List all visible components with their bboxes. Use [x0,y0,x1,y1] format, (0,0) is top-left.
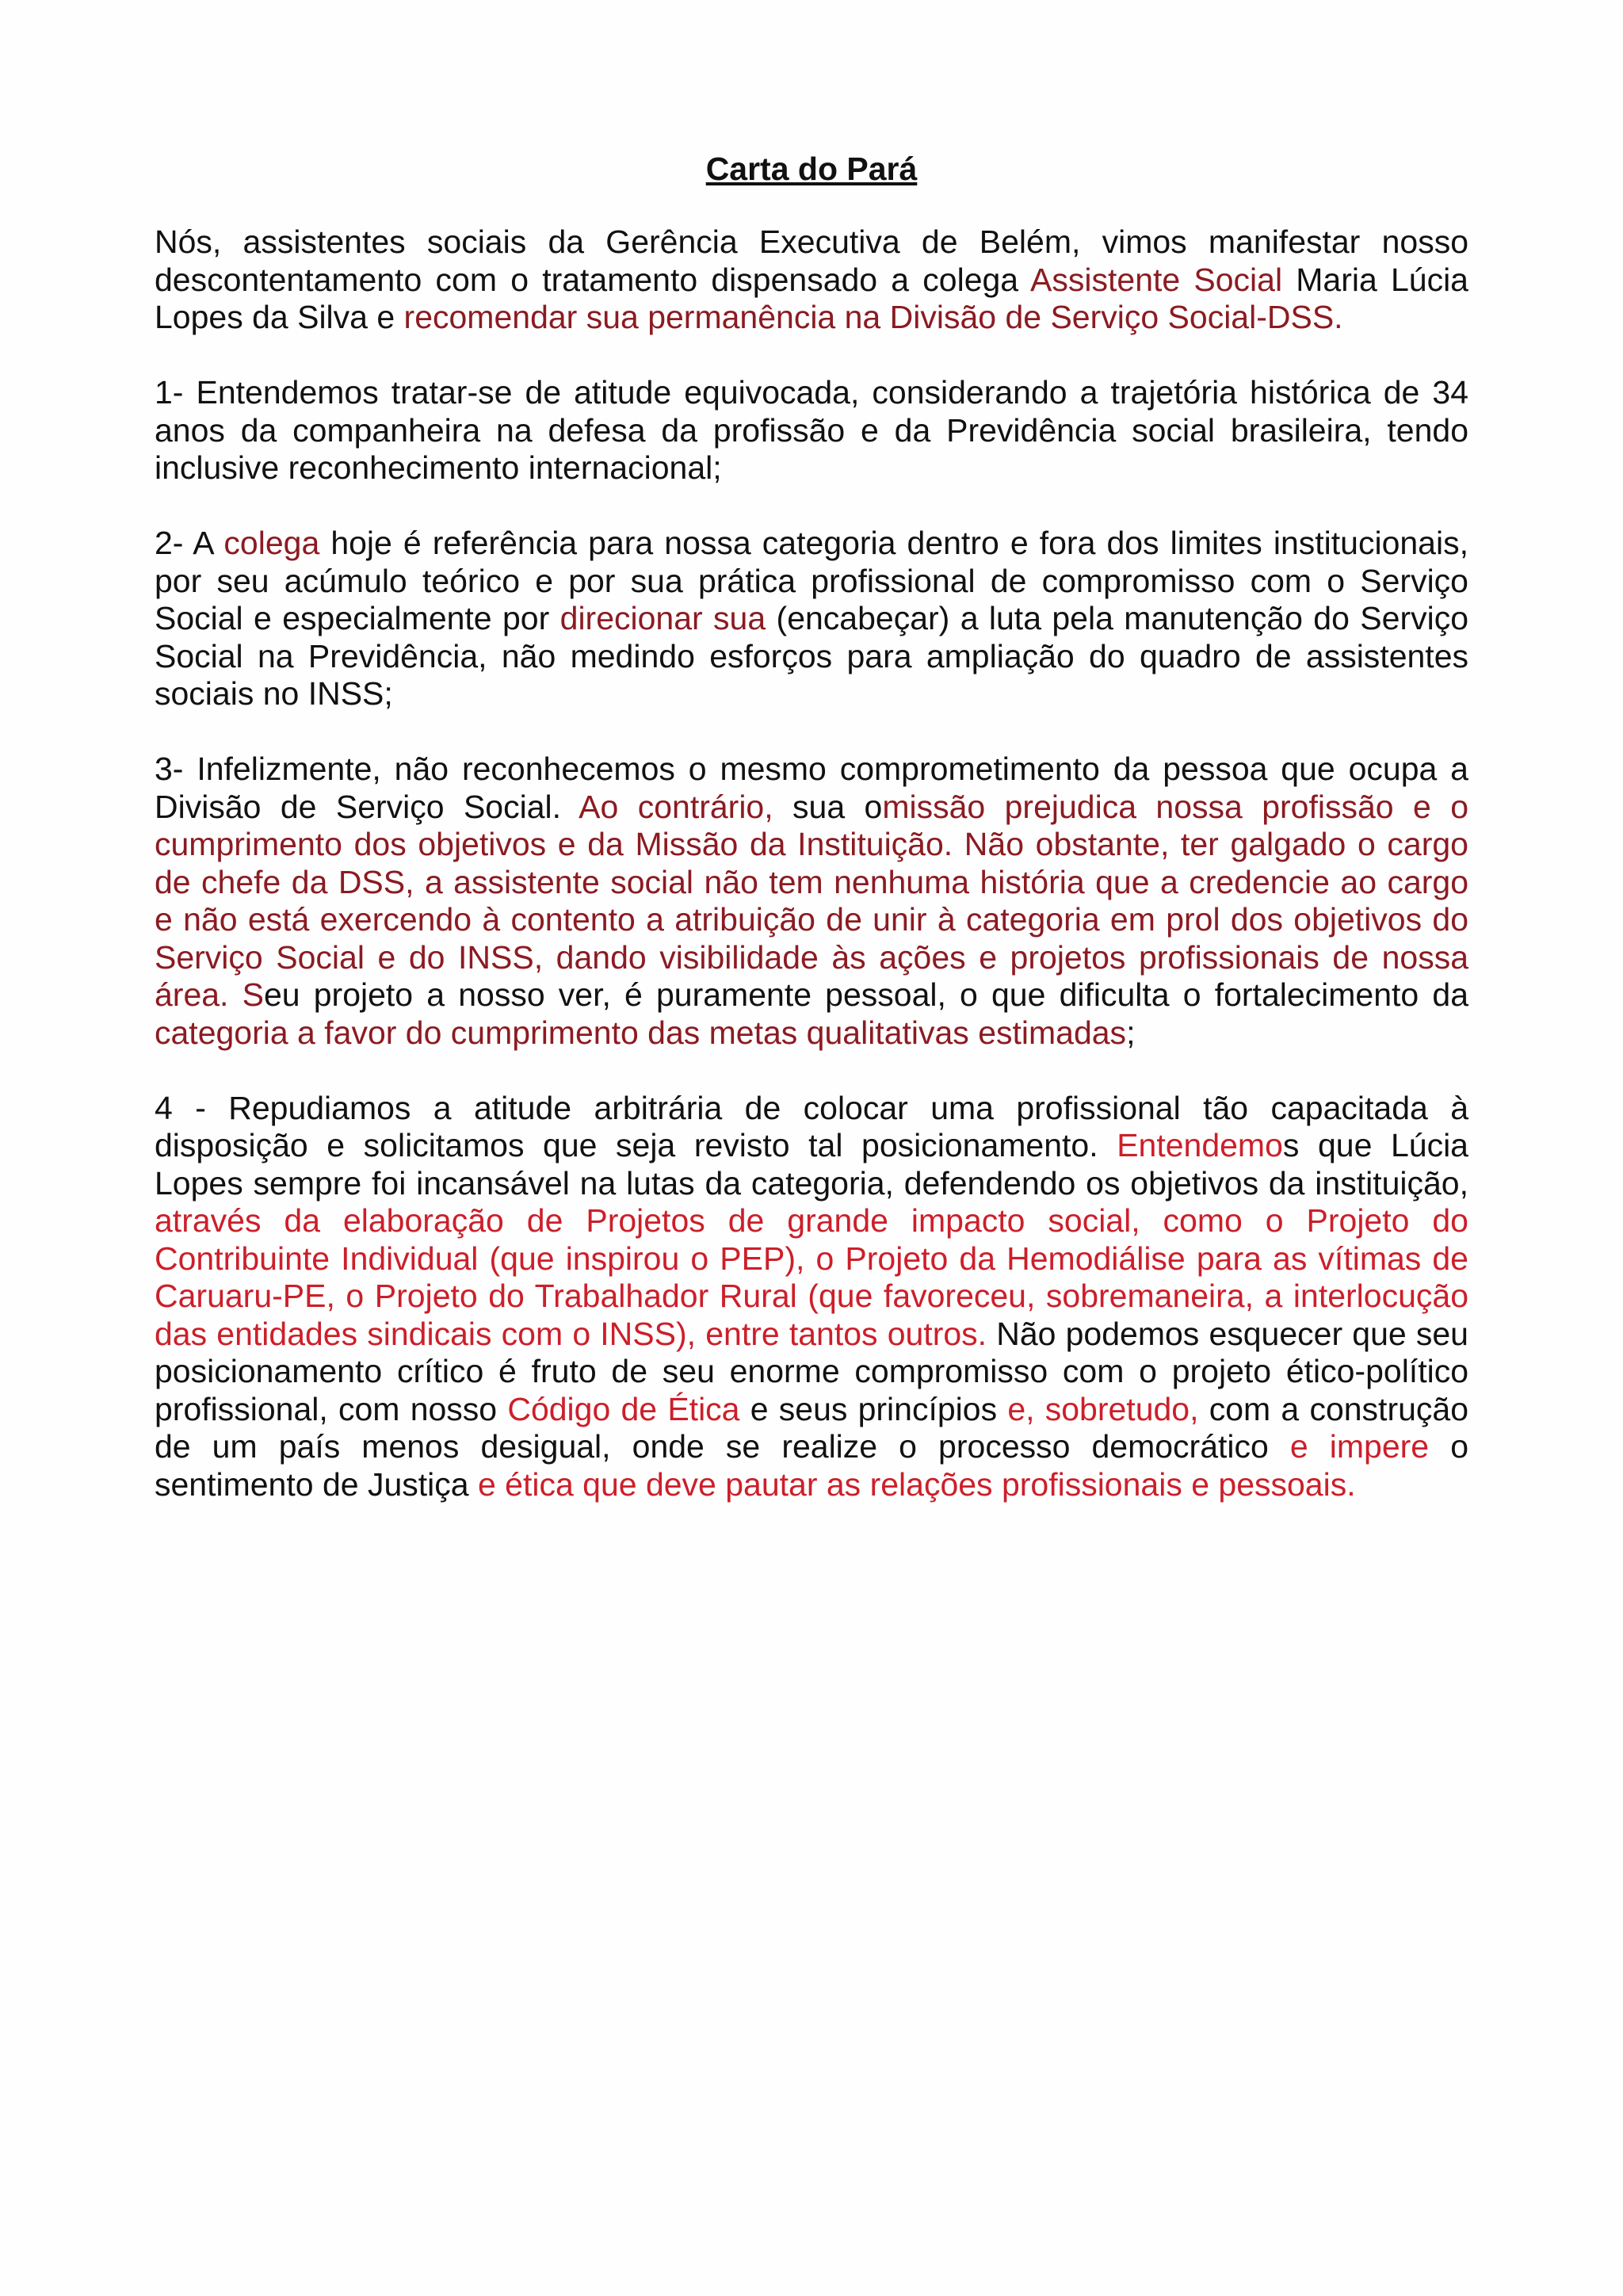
highlighted-segment: e ética que deve pautar as relações profissionais e pessoais. [477,1465,1356,1503]
paragraph-item-2 [155,525,1468,713]
text-segment: Não podemos esquecer que seu posicionamento crítico é fruto de seu enorme compromisso com o projeto ético-político profissional, com nosso [155,1315,1468,1427]
text-segment: o sentimento de Justiça [155,1428,1469,1503]
highlighted-segment: através da elaboração de Projetos de grande impacto social, como o Projeto do Contribuinte Individual (que inspirou o PEP), o Projeto da Hemodiálise para as vítimas de Caruaru-PE, o Projeto do Trabalhador Rural (que favoreceu, sobremaneira, a interlocução das entidades sindicais com o INSS), entre tantos outros. [155,1202,1468,1352]
text-segment: (encabeçar) a luta pela manutenção do Serviço Social na Previdência, não medindo esforços para ampliação do quadro de assistentes sociais no INSS; [155,600,1469,712]
text-segment: 3- Infelizmente, não reconhecemos o mesmo comprometimento da pessoa que ocupa a Divisão de Serviço Social. [155,751,1468,825]
document-title: Carta do Pará [705,151,918,187]
highlighted-segment: missão prejudica nossa profissão e o cumprimento dos objetivos e da Missão da Instituição. Não obstante, ter galgado o cargo de chefe da DSS, a assistente social não tem nenhuma história que a credencie ao cargo e não está exercendo à contento a atribuição de unir à categoria em prol dos objetivos do Serviço Social e do INSS, dando visibilidade às ações e projetos profissionais de nossa área. S [155,788,1468,1013]
highlighted-segment: Ao contrário, [579,788,773,825]
text-segment: Maria Lúcia Lopes da Silva e [155,261,1468,335]
highlighted-segment: categoria a favor do cumprimento das metas qualitativas estimadas [155,1014,1127,1051]
document-body [155,151,1468,1541]
highlighted-segment: Entendemo [1117,1127,1283,1163]
text-segment: s que Lúcia Lopes sempre foi incansável na lutas da categoria, defendendo os objetivos da instituição, [155,1127,1468,1201]
paragraph-item-4 [155,1090,1468,1504]
text-segment: Nós, assistentes sociais da Gerência Executiva de Belém, vimos manifestar nosso descontentamento com o tratamento dispensado a colega [155,223,1468,298]
text-segment: eu projeto a nosso ver, é puramente pessoal, o que dificulta o fortalecimento da [263,976,1468,1013]
text-segment: e seus princípios [739,1390,1008,1427]
text-segment: sua o [773,788,883,825]
highlighted-segment: direcionar sua [559,600,766,636]
highlighted-segment: Código de Ética [507,1390,740,1427]
paragraph-item-1 [155,374,1468,487]
highlighted-segment: colega [223,525,320,561]
highlighted-segment: e, sobretudo, [1007,1390,1199,1427]
highlighted-segment: Assistente Social [1030,261,1283,298]
text-segment: 4 - Repudiamos a atitude arbitrária de colocar uma profissional tão capacitada à disposição e solicitamos que seja revisto tal posicionamento. [155,1089,1468,1163]
text-segment: com a construção de um país menos desigual, onde se realize o processo democrático [155,1390,1469,1465]
highlighted-segment: e impere [1289,1428,1430,1465]
text-segment: hoje é referência para nossa categoria dentro e fora dos limites institucionais, por seu acúmulo teórico e por sua prática profissional de compromisso com o Serviço Social e especialmente por [155,525,1468,636]
text-segment: 1- Entendemos tratar-se de atitude equivocada, considerando a trajetória histórica de 34 anos da companheira na defesa da profissão e da Previdência social brasileira, tendo inclusive reconhecimento internacional; [155,374,1468,486]
text-segment: 2- A [155,525,224,561]
highlighted-segment: recomendar sua permanência na Divisão de Serviço Social-DSS. [403,299,1343,335]
paragraph-intro [155,223,1468,337]
paragraph-item-3 [155,751,1468,1052]
text-segment: ; [1126,1014,1136,1051]
